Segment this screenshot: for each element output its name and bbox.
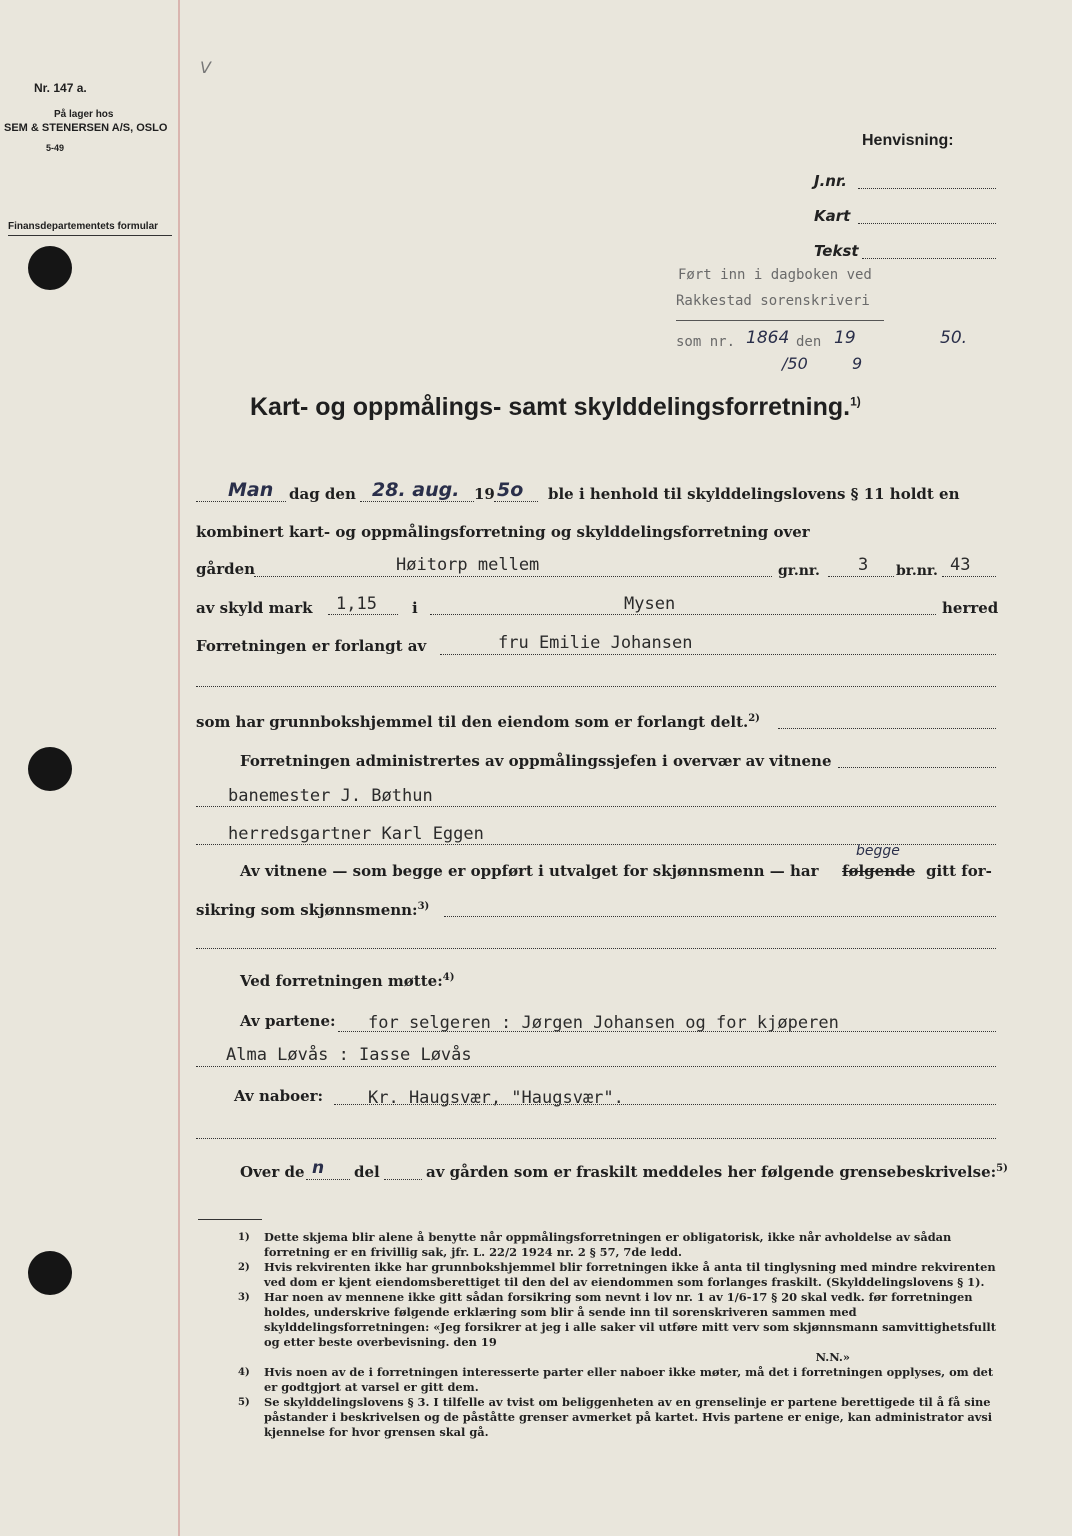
del-field: [384, 1179, 422, 1180]
footnote-2: [220, 1260, 1000, 1290]
title-text: Kart- og oppmålings- samt skylddelingsforretning.: [250, 393, 851, 421]
footnote-3-mark: 3): [238, 1292, 250, 1303]
footnote-5-text: Se skylddelingslovens § 3. I tilfelle av tvist om beliggenheten av en grenselinje er partene berettigede til å få sine påstander i beskrivelsen og de påståtte grenser avmerket på kartet. Hvis partene er enige, kan administrator avsi kjennelse for hvor grensen skal gå.: [264, 1395, 993, 1439]
document-title: [250, 393, 861, 422]
brnr-value: 43: [950, 555, 971, 575]
neighbors-value: Kr. Haugsvær, "Haugsvær".: [368, 1088, 624, 1108]
witness-2: herredsgartner Karl Eggen: [228, 824, 484, 844]
tekst-label: Tekst: [814, 242, 859, 260]
reference-heading: Henvisning:: [862, 132, 954, 149]
over-label: Over de: [240, 1163, 305, 1181]
requested-by: fru Emilie Johansen: [498, 633, 693, 653]
footnote-5-mark: 5): [238, 1397, 250, 1408]
neighbors-label: Av naboer:: [234, 1087, 324, 1105]
tekst-field: [862, 258, 996, 259]
date-value: 28. aug.: [372, 479, 460, 501]
forsikring-field: [444, 916, 996, 917]
footnote-1-text: Dette skjema blir alene å benytte når oppmålingsforretningen er obligatorisk, ikke når avholdelse av sådan forretning er en frivillig sak, jfr. L. 22/2 1924 nr. 2 § 57, 7de ledd.: [264, 1230, 952, 1259]
margin-mark: V: [200, 58, 211, 77]
footnotes: [220, 1230, 1000, 1440]
parties-value-line2: Alma Løvås : Iasse Løvås: [226, 1045, 472, 1065]
grunnbok-line: [196, 713, 760, 731]
requested-label: Forretningen er forlangt av: [196, 637, 427, 655]
over-rest-text: av gården som er fraskilt meddeles her følgende grensebeskrivelse:: [426, 1163, 997, 1181]
skyld-field: [328, 614, 398, 615]
print-code: 5-49: [46, 143, 65, 153]
forsikring-field-line2: [196, 948, 996, 949]
jnr-label: J.nr.: [814, 172, 847, 190]
neighbors-field-line2: [196, 1138, 996, 1139]
neighbors-field: [334, 1104, 996, 1105]
skyld-value: 1,15: [336, 594, 377, 614]
over-footnote-ref: 5): [996, 1163, 1008, 1174]
met-label: [240, 972, 454, 990]
footnote-4-mark: 4): [238, 1367, 250, 1378]
line2-text: kombinert kart- og oppmålingsforretning og skylddelingsforretning over: [196, 523, 810, 541]
footnote-3: [220, 1290, 1000, 1350]
requested-field-line2: [196, 686, 996, 687]
i-label: i: [412, 599, 418, 617]
stamp-sub-number: /50: [782, 354, 808, 373]
footnote-2-mark: 2): [238, 1262, 250, 1273]
ministry-underline: [8, 235, 172, 236]
stamp-den: den: [796, 334, 822, 350]
grunnbok-field: [778, 728, 996, 729]
brnr-field: [942, 576, 996, 577]
herred-label: herred: [942, 599, 999, 617]
stamp-number: 1864: [746, 328, 790, 348]
grunnbok-footnote-ref: 2): [748, 713, 760, 724]
over-value: n: [312, 1158, 325, 1178]
stamp-date: 19: [834, 328, 856, 348]
stock-line1: På lager hos: [54, 109, 114, 120]
line1-rest: ble i henhold til skylddelingslovens § 11 holdt en: [548, 485, 960, 503]
jnr-field: [858, 188, 996, 189]
forsikring-line: [196, 901, 429, 919]
farm-field: [254, 576, 772, 577]
vitne-inserted: begge: [856, 843, 900, 859]
year-prefix: 19: [474, 485, 495, 503]
footnote-4-text: Hvis noen av de i forretningen interesserte parter eller naboer ikke møter, må det i forretningen opplyses, om det er godtgjort at varsel er gitt dem.: [264, 1365, 994, 1394]
grnr-label: gr.nr.: [778, 563, 820, 579]
witness-1-field: [196, 806, 996, 807]
grunnbok-text: som har grunnbokshjemmel til den eiendom som er forlangt delt.: [196, 713, 749, 731]
footnote-2-text: Hvis rekvirenten ikke har grunnbokshjemmel blir forretningen ikke å anta til tinglysning med mindre rekvirenten ved dom er kjent eiendomsberettiget til den del av eiendommen som forlanges fraskilt. (Skylddelingslovens § 1).: [264, 1260, 996, 1289]
date-field: [360, 501, 474, 502]
farm-name: Høitorp mellem: [396, 555, 540, 575]
parties-value: for selgeren : Jørgen Johansen og for kjøperen: [368, 1013, 839, 1033]
district-field: [430, 614, 936, 615]
vitne-struck: følgende: [842, 862, 916, 880]
over-field: [306, 1179, 350, 1180]
del-label: del: [354, 1163, 380, 1181]
day-value: Man: [228, 479, 274, 501]
margin-line: [178, 0, 180, 1536]
brnr-label: br.nr.: [896, 563, 938, 579]
admin-line: Forretningen administrertes av oppmålingssjefen i overvær av vitnene: [240, 752, 832, 770]
footnote-1: [220, 1230, 1000, 1260]
kart-label: Kart: [814, 207, 851, 225]
forsikring-footnote-ref: 3): [417, 901, 430, 912]
dag-den-label: dag den: [289, 485, 356, 503]
vitne-line-start: Av vitnene — som begge er oppført i utvalget for skjønnsmenn — har: [240, 862, 819, 880]
parties-field: [338, 1031, 996, 1032]
stamp-year: 50.: [940, 328, 968, 348]
stamp-line3: som nr.: [676, 334, 736, 350]
footnote-4: [220, 1365, 1000, 1395]
punch-hole: [28, 246, 72, 290]
admin-field: [838, 767, 996, 768]
punch-hole: [28, 1251, 72, 1295]
title-footnote-ref: 1): [850, 394, 861, 409]
kart-field: [858, 223, 996, 224]
punch-hole: [28, 747, 72, 791]
year-value: 5o: [497, 479, 524, 501]
footnote-5: [220, 1395, 1000, 1440]
forsikring-text: sikring som skjønnsmenn:: [196, 901, 418, 919]
grnr-field: [828, 576, 894, 577]
skyld-label: av skyld mark: [196, 599, 313, 617]
grnr-value: 3: [858, 555, 869, 575]
garden-label: gården: [196, 560, 256, 578]
met-footnote-ref: 4): [442, 972, 455, 983]
stamp-line1: Ført inn i dagboken ved: [678, 267, 872, 283]
stock-line2: SEM & STENERSEN A/S, OSLO: [4, 122, 168, 134]
witness-1: banemester J. Bøthun: [228, 786, 433, 806]
requested-field: [440, 654, 996, 655]
over-rest: [426, 1163, 1008, 1181]
ministry-form: Finansdepartementets formular: [8, 221, 159, 232]
vitne-line-end: gitt for-: [926, 862, 992, 880]
parties-label: Av partene:: [240, 1012, 336, 1030]
footnote-separator: [198, 1219, 262, 1220]
met-text: Ved forretningen møtte:: [240, 972, 443, 990]
footnote-1-mark: 1): [238, 1232, 250, 1243]
footnote-signature: N.N.»: [815, 1350, 850, 1364]
footnote-3-text: Har noen av mennene ikke gitt sådan forsikring som nevnt i lov nr. 1 av 1/6-17 § 20 skal vedk. før forretningen holdes, underskrive følgende erklæring som blir å sende inn til sorenskriveren sammen med skylddelingsforretningen: «Jeg forsikrer at jeg i alle saker vil utføre mitt verv som skjønnsmann samvittighetsfullt og etter beste overbevisning. den 19: [264, 1290, 996, 1349]
district-name: Mysen: [624, 594, 676, 614]
year-field: [494, 501, 538, 502]
stamp-rule: [676, 320, 884, 321]
form-number: Nr. 147 a.: [34, 81, 87, 95]
parties-field-line2: [196, 1066, 996, 1067]
stamp-line2: Rakkestad sorenskriveri: [676, 293, 870, 309]
day-field: [196, 501, 286, 502]
stamp-sub-month: 9: [852, 354, 863, 373]
